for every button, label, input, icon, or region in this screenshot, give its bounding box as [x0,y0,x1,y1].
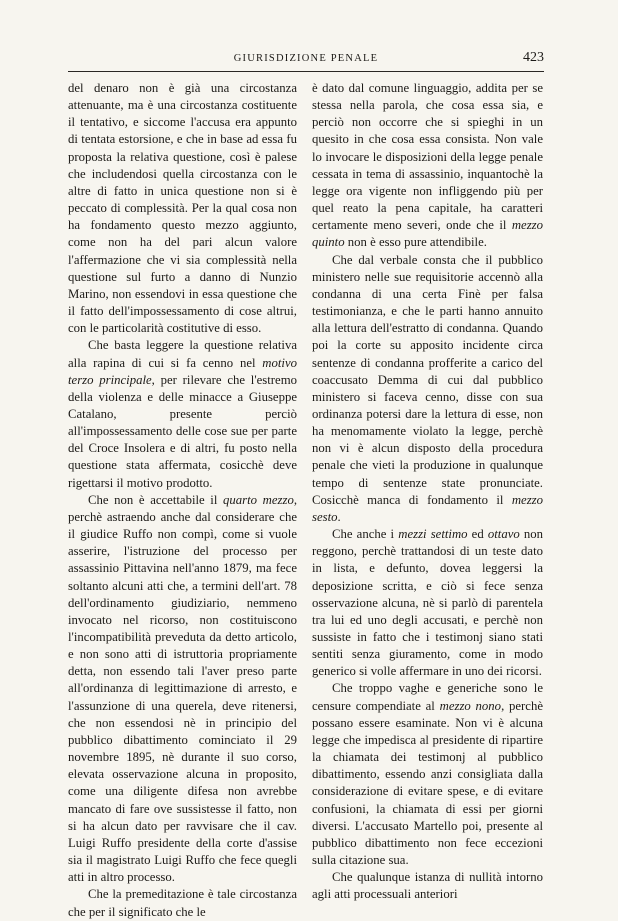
text-run: del denaro non è già una circostanza attenuante, ma è una circostanza costituente il tentativo, e siccome l'accusa era appunto di tentata estorsione, e che in base ad essa fu proposta la relativa questione, così è palese che includendosi quella circostanza con le altre di fatto in unica questione non si è peccato di complessità. Per la qual cosa non ha fondamento questo mezzo aggiunto, come non ha del pari alcun valore l'affermazione che vi sia complessità nella questione sul furto a danno di Nunzio Marino, non essendovi in essa questione che il fatto dell'impossessamento di cose altrui, con le particolarità costitutive di esso. [68,81,297,336]
italic-reference: mezzo nono [439,698,502,713]
italic-reference: mezzo sesto [312,492,543,524]
paragraph [68,492,297,887]
paragraph [312,869,543,903]
paragraph [68,886,297,920]
text-run: non reggono, perchè trattandosi di un teste dato in lista, e defunto, dovea leggersi la deposizione scritta, e ciò si fece senza osservazione alcuna, nè si parlò di parentela tra lui ed uno degli accusati, e perchè non sussiste in fatto che i testimonj siano stati sentiti senza giuramento, come in modo generico si volle affermare in uno dei ricorsi. [312,527,543,679]
text-run: , perchè possano essere esaminate. Non vi è alcuna legge che impedisca al presidente di ripartire la chiamata dei testimonj al pubblico dibattimento, essendo anzi consigliata dalla considerazione di evitare spese, e di evitare confusioni, la chiamata di essi per giorni diversi. L'accusato Martello poi, presente al pubblico dibattimento non fece eccezioni sulla citazione sua. [312,698,543,868]
running-header [68,50,544,68]
italic-reference: mezzi settimo [398,527,468,542]
running-title: GIURISDIZIONE PENALE [233,53,379,64]
page-number: 423 [523,50,544,65]
paragraph [312,526,543,680]
header-rule [68,71,544,72]
italic-reference: mezzo quinto [312,218,543,250]
text-run: . [337,509,341,524]
text-run: Che anche i [332,527,399,542]
text-run: , perchè astraendo anche dal considerare che il giudice Ruffo non compì, come si vuole asserire, l'istruzione del processo per assassinio Pittavina nell'anno 1879, ma fece soltanto alcuni atti che, a termini dell'art. 78 dell'ordinamento giudiziario, nemmeno invocato nel ricorso, non costituiscono l'incompatibilità preveduta da detto articolo, e non sono atti di istruttoria propriamente detta, non essendo tali l'aver preso parte all'ordinanza di legittimazione di arresto, e l'assunzione di una querela, deve ritenersi, che non essendosi nè in principio del pubblico dibattimento cominciato il 29 novembre 1895, nè durante il suo corso, elevata osservazione alcuna in proposito, come una diligente difesa non avrebbe mancato di fare ove sussistesse il fatto, non si ha alcun dato per ravvisare che il cav. Luigi Ruffo presidente della corte d'assise sia il magistrato Luigi Ruffo che fece quegli atti in altro processo. [68,492,298,885]
paragraph [68,337,297,491]
text-run: , per rilevare che l'estremo della violenza e delle minacce a Giuseppe Catalano, presente perciò all'impossessamento delle cose sue per parte del Croce Insolera e di altri, fu posto nella questione stata affermata, cosicchè deve rigettarsi il motivo prodotto. [68,372,297,490]
right-column [312,80,543,904]
text-run: Che dal verbale consta che il pubblico ministero nelle sue requisitorie accennò alla condanna di una certa Finè per falsa testimonianza, e che le parti hanno annuito alla lettura dell'estratto di condanna. Quando poi la corte su apposito incidente circa sentenze di condanna profferite a carico del coaccusato Demma di cui dal pubblico ministero si faceva cenno, disse con sua ordinanza potersi dare la lettura di esse, non ha menomamente violato la legge, perchè non vi è alcun disposto della procedura penale che vieti la produzione in qualunque tempo di sentenze state pronunciate. Cosicchè manca di fondamento il [312,252,543,507]
left-column [68,80,297,921]
italic-reference: motivo terzo principale [68,355,297,387]
paragraph [312,80,543,252]
text-run: è dato dal comune linguaggio, addita per se stessa nella parola, che cosa essa sia, e perciò non occorre che si spieghi in un quesito in che cosa essa consista. Non vale lo invocare le disposizioni della legge penale cessata in tema di assassinio, inquantochè la legge ora vigente non infliggendo più per quel reato la pena capitale, ha caratteri certamente meno severi, onde che il [312,81,543,233]
italic-reference: ottavo [487,527,520,542]
text-run: Che non è accettabile il [88,492,224,507]
paragraph [312,252,543,527]
italic-reference: quarto mezzo [223,492,294,507]
text-run: Che la premeditazione è tale circostanza che per il significato che le [68,887,297,919]
text-run: non è esso pure attendibile. [344,235,487,250]
paragraph [312,680,543,869]
text-run: ed [467,527,488,542]
text-run: Che qualunque istanza di nullità intorno agli atti processuali anteriori [312,870,543,902]
text-run: Che troppo vaghe e generiche sono le censure compendiate al [312,681,543,713]
text-run: Che basta leggere la questione relativa alla rapina di cui si fa cenno nel [68,338,297,370]
paragraph [68,80,297,337]
